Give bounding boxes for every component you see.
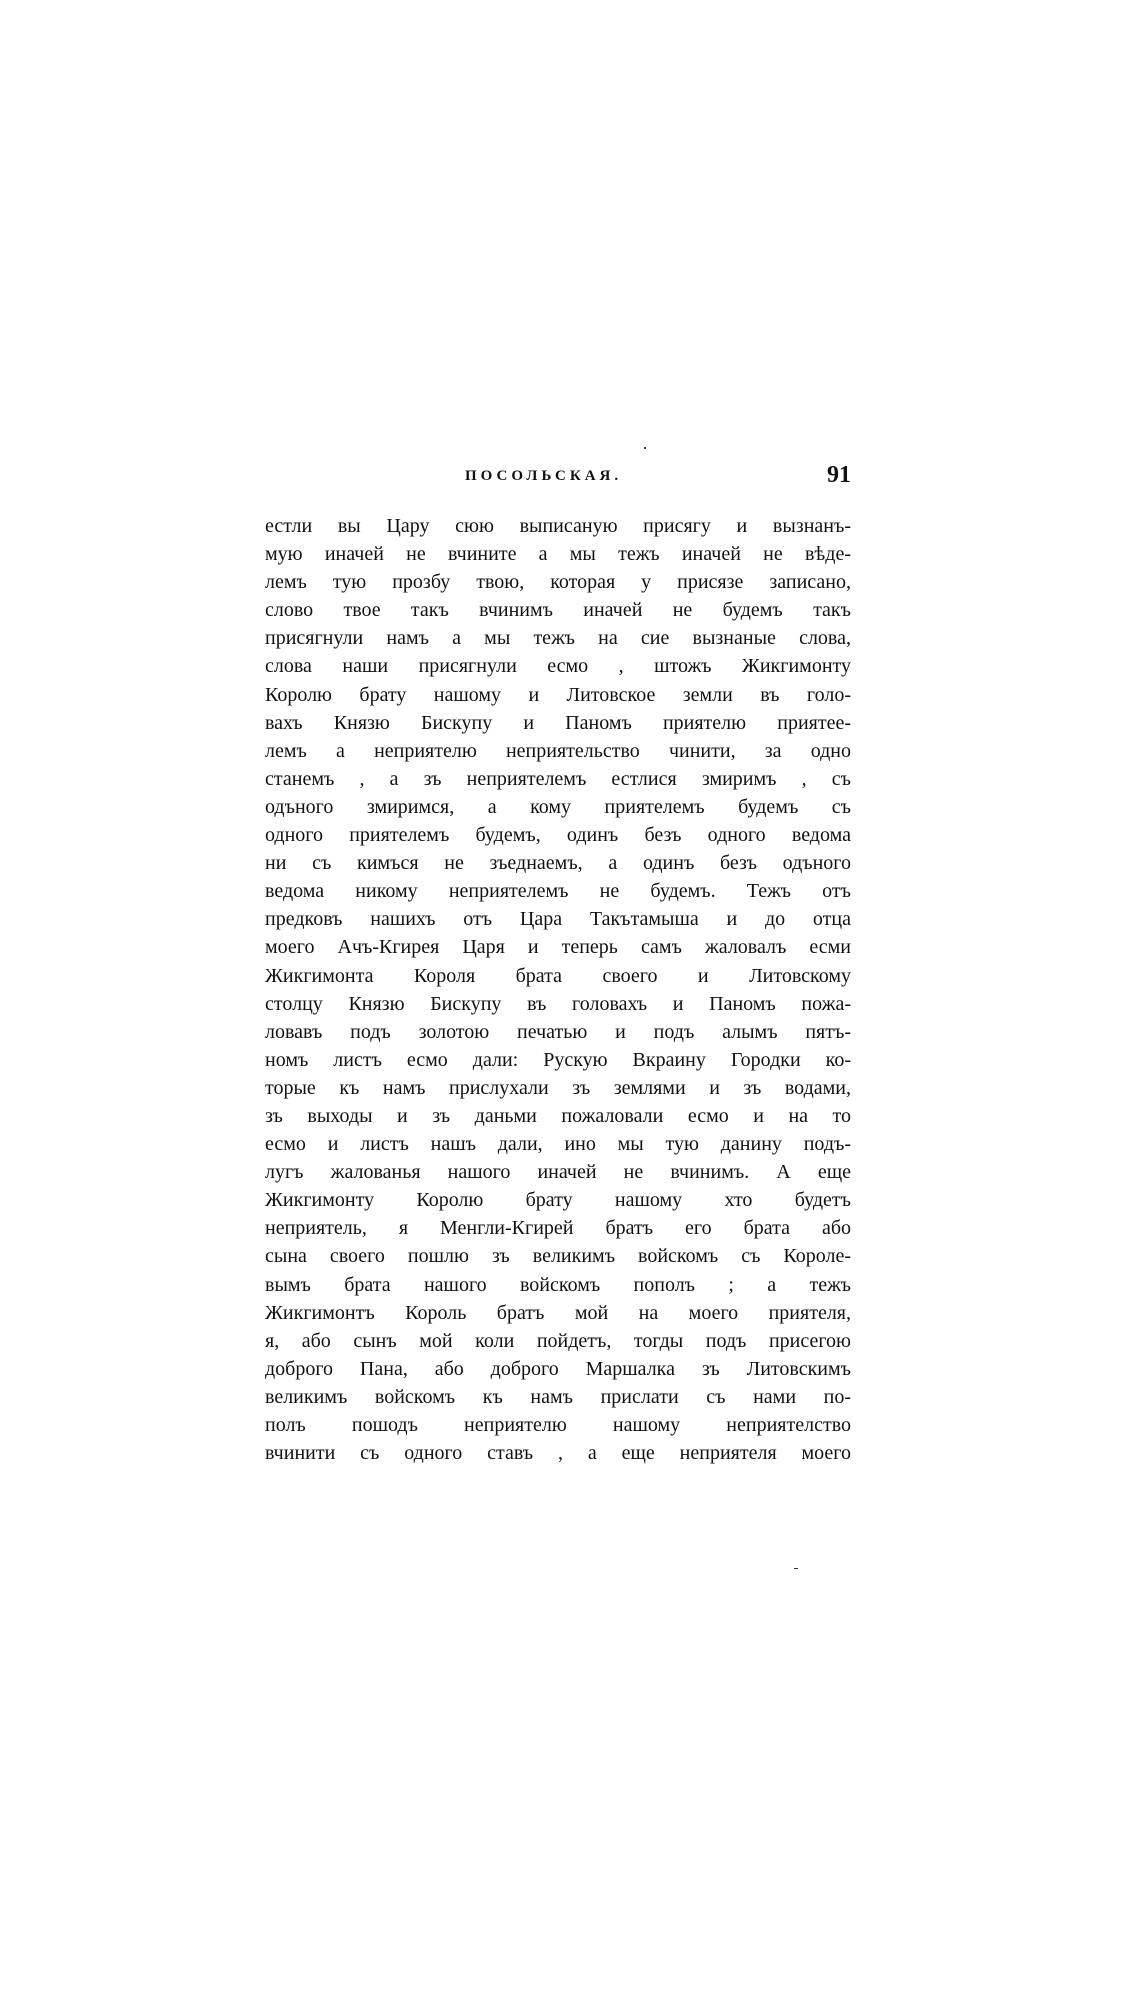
running-head [265,462,851,492]
text-line: вымъ брата нашого войскомъ пополъ ; а тежъ [265,1273,851,1296]
text-line: моего Ачъ-Кгирея Царя и теперь самъ жаловалъ есми [265,936,851,959]
running-head-title: ПОСОЛЬСКАЯ. [465,468,623,484]
text-line: одного приятелемъ будемъ, одинъ безъ одного ведома [265,824,851,847]
text-line: торые къ намъ прислухали зъ землями и зъ водами, [265,1076,851,1099]
text-line: зъ выходы и зъ даньми пожаловали есмо и на то [265,1104,851,1127]
text-line: одъного змиримся, а кому приятелемъ будемъ съ [265,795,851,818]
text-line: великимъ войскомъ къ намъ прислати съ нами по- [265,1385,851,1408]
text-line: я, або сынъ мой коли пойдетъ, тогды подъ присегою [265,1329,851,1352]
body-text [265,512,851,1467]
print-speck [794,1568,798,1569]
text-line: мую иначей не вчините а мы тежъ иначей не вѣде- [265,543,851,566]
text-line: Жикгимонта Короля брата своего и Литовскому [265,964,851,987]
text-line: столцу Князю Бискупу въ головахъ и Паномъ пожа- [265,992,851,1015]
text-line: вахъ Князю Бискупу и Паномъ приятелю приятее- [265,711,851,734]
text-line: лемъ а неприятелю неприятельство чинити, за одно [265,739,851,762]
print-speck [644,447,646,449]
text-line: предковъ нашихъ отъ Цара Такътамыша и до отца [265,908,851,931]
text-line: доброго Пана, або доброго Маршалка зъ Литовскимъ [265,1357,851,1380]
text-line: неприятель, я Менгли-Кгирей братъ его брата або [265,1217,851,1240]
text-line: ни съ кимъся не зъеднаемъ, а одинъ безъ одъного [265,852,851,875]
text-line: Королю брату нашому и Литовское земли въ голо- [265,683,851,706]
text-line: полъ пошодъ неприятелю нашому неприятелство [265,1414,851,1436]
text-line: номъ листъ есмо дали: Рускую Вкраину Городки ко- [265,1048,851,1071]
text-line: лугъ жалованья нашого иначей не вчинимъ. А еще [265,1161,851,1184]
text-line: есмо и листъ нашъ дали, ино мы тую данину подъ- [265,1133,851,1156]
text-line: станемъ , а зъ неприятелемъ естлися змиримъ , съ [265,767,851,790]
text-line: лемъ тую прозбу твою, которая у присязе записано, [265,571,851,594]
text-line: сына своего пошлю зъ великимъ войскомъ съ Короле- [265,1245,851,1268]
text-line: присягнули намъ а мы тежъ на сие вызнаные слова, [265,627,851,650]
text-line: вчинити съ одного ставъ , а еще неприятеля моего [265,1442,851,1465]
text-line: слово твое такъ вчинимъ иначей не будемъ такъ [265,599,851,622]
text-line: Жикгимонтъ Король братъ мой на моего приятеля, [265,1301,851,1324]
page-number: 91 [827,462,851,488]
text-line: ловавъ подъ золотою печатью и подъ алымъ пятъ- [265,1020,851,1043]
text-line: Жикгимонту Королю брату нашому хто будетъ [265,1189,851,1212]
text-line: естли вы Цару сюю выписаную присягу и вызнанъ- [265,515,851,537]
text-line: ведома никому неприятелемъ не будемъ. Тежъ отъ [265,880,851,903]
text-line: слова наши присягнули есмо , штожъ Жикгимонту [265,655,851,678]
